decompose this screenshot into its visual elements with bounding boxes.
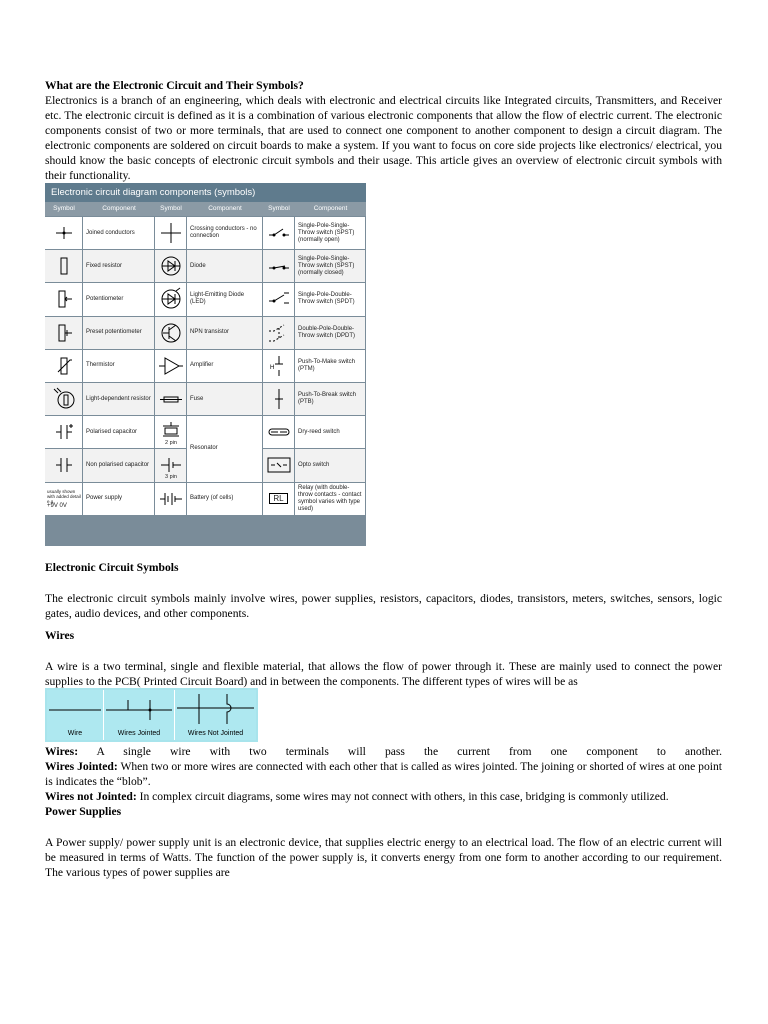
svg-text:H: H — [269, 364, 274, 371]
symbol-col1-7-icon — [45, 449, 82, 481]
section-wires-title: Wires — [45, 629, 75, 642]
wires-image — [45, 688, 258, 742]
symbol-col1-1-icon — [45, 250, 82, 282]
wire-label: Wire — [67, 730, 83, 737]
component-col3-6: Dry-reed switch — [295, 416, 365, 448]
header-component-1: Component — [83, 202, 155, 216]
symbol-col1-4-icon — [45, 350, 82, 382]
power-volt: +9V 0V — [47, 502, 67, 509]
symbol-col3-3-icon — [263, 317, 294, 349]
term-wires-not-jointed: Wires not Jointed: — [45, 790, 137, 803]
component-col2-1: Diode — [187, 250, 262, 282]
header-component-3: Component — [295, 202, 366, 216]
article-title: What are the Electronic Circuit and Their Symbols? — [45, 79, 304, 92]
def-wires — [45, 744, 722, 759]
component-col3-2: Single-Pole-Double-Throw switch (SPDT) — [295, 283, 365, 315]
section-symbols-body: The electronic circuit symbols mainly involve wires, power supplies, resistors, capacitors, diodes, transistors, meters, switches, sensors, logic gates, audio devices, and other components. — [45, 592, 722, 620]
component-col1-1: Fixed resistor — [83, 250, 154, 282]
desc-wires-not-jointed: In complex circuit diagrams, some wires may not connect with others, in this case, bridging is commonly utilized. — [139, 790, 669, 803]
component-col2-3: NPN transistor — [187, 317, 262, 349]
component-col1-0: Joined conductors — [83, 217, 154, 249]
header-symbol-2: Symbol — [155, 202, 187, 216]
section-wires-body: A wire is a two terminal, single and flexible material, that allows the flow of power through it. These are mainly used to connect the power supplies to the PCB( Printed Circuit Board) and in between the components. The different types of wires will be as — [45, 660, 722, 688]
def-wires-not-jointed — [45, 789, 722, 804]
component-col1-7: Non polarised capacitor — [83, 449, 154, 481]
term-wires-jointed: Wires Jointed: — [45, 760, 118, 773]
symbol-col2-0-icon — [155, 217, 186, 249]
symbol-col1-6-icon — [45, 416, 82, 448]
component-col3-3: Double-Pole-Double-Throw switch (DPDT) — [295, 317, 365, 349]
section-power-body: A Power supply/ power supply unit is an electronic device, that supplies electric energy to an electrical load. The flow of an electric current will be measured in terms of Watts. The function of the power supply is, it converts energy from one form to another according to our requirement. The various types of power supplies are — [45, 836, 722, 879]
power-supply-icon — [45, 483, 82, 515]
relay-icon — [263, 483, 294, 515]
component-col3-5: Push-To-Break switch (PTB) — [295, 383, 365, 415]
desc-wires: A single wire with two terminals will pass the current from one component to another. — [96, 745, 722, 758]
symbol-col3-7-icon — [263, 449, 294, 481]
section-symbols-title: Electronic Circuit Symbols — [45, 561, 179, 574]
symbols-table-image — [45, 183, 366, 546]
header-symbol-1: Symbol — [45, 202, 83, 216]
symbol-col2-5-icon — [155, 383, 186, 415]
component-col2-8: Battery (of cells) — [187, 483, 262, 515]
component-col1-5: Light-dependent resistor — [83, 383, 154, 415]
component-col3-7: Opto switch — [295, 449, 365, 481]
symbol-col1-5-icon — [45, 383, 82, 415]
symbol-col3-2-icon — [263, 283, 294, 315]
component-col1-6: Polarised capacitor — [83, 416, 154, 448]
symbol-col3-1-icon — [263, 250, 294, 282]
desc-wires-jointed: When two or more wires are connected with each other that is called as wires jointed. The joining or shorted of wires at one point is indicates the “blob”. — [45, 760, 722, 788]
resonator-pin3-label: 3 pin — [165, 473, 177, 480]
component-col2-4: Amplifier — [187, 350, 262, 382]
symbol-col3-4-icon — [263, 350, 294, 382]
header-component-2: Component — [187, 202, 263, 216]
symbol-col2-8-icon — [155, 483, 186, 515]
symbol-col3-5-icon — [263, 383, 294, 415]
component-col1-8: Power supply — [83, 483, 154, 515]
symbol-col3-6-icon — [263, 416, 294, 448]
intro-paragraph: Electronics is a branch of an engineering, which deals with electronic and electrical circuits like Integrated circuits, Transmitters, and Receiver etc. The electronic circuit is defined as it is a combination of various electronic components that allow the flow of electric current. The electronic components consist of two or more terminals, that are used to connect one component to another component to design a circuit diagram. The electronic components are soldered on circuit boards to make a system. If you want to focus on core side projects like electronics/ electrical, you should know the basic concepts of electronic circuit symbols and their usage. This article gives an overview of electronic circuit symbols with their functionality. — [45, 94, 722, 182]
symbols-table-title: Electronic circuit diagram components (symbols) — [45, 183, 366, 202]
component-col3-8: Relay (with double-throw contacts - contact symbol varies with type used) — [295, 483, 365, 515]
resonator-pin2-label: 2 pin — [165, 440, 177, 447]
component-col2-5: Fuse — [187, 383, 262, 415]
symbol-col1-3-icon — [45, 317, 82, 349]
wires-jointed-panel — [104, 690, 175, 740]
article — [45, 78, 722, 183]
def-wires-jointed — [45, 759, 722, 789]
component-col1-2: Potentiometer — [83, 283, 154, 315]
wire-definitions — [45, 744, 722, 804]
header-symbol-3: Symbol — [263, 202, 295, 216]
wires-not-jointed-panel — [175, 690, 256, 740]
symbol-col3-0-icon — [263, 217, 294, 249]
term-wires: Wires: — [45, 745, 79, 758]
power-note: usually shown with added detail e.g. — [47, 488, 81, 504]
symbol-col1-0-icon — [45, 217, 82, 249]
symbol-col2-4-icon — [155, 350, 186, 382]
symbol-col2-1-icon — [155, 250, 186, 282]
symbol-col2-3-icon — [155, 317, 186, 349]
component-col2-6: Resonator — [187, 416, 262, 481]
symbol-col1-2-icon — [45, 283, 82, 315]
component-col2-0: Crossing conductors - no connection — [187, 217, 262, 249]
component-col1-4: Thermistor — [83, 350, 154, 382]
component-col3-0: Single-Pole-Single-Throw switch (SPST) (normally open) — [295, 217, 365, 249]
component-col2-2: Light-Emitting Diode (LED) — [187, 283, 262, 315]
wires-not-jointed-label: Wires Not Jointed — [187, 730, 244, 737]
section-power-title: Power Supplies — [45, 805, 122, 818]
component-col3-4: Push-To-Make switch (PTM) — [295, 350, 365, 382]
wires-jointed-label: Wires Jointed — [117, 730, 161, 737]
component-col3-1: Single-Pole-Single-Throw switch (SPST) (normally closed) — [295, 250, 365, 282]
relay-label: RL — [269, 493, 287, 504]
wire-panel — [47, 690, 104, 740]
symbol-col2-2-icon — [155, 283, 186, 315]
component-col1-3: Preset potentiometer — [83, 317, 154, 349]
